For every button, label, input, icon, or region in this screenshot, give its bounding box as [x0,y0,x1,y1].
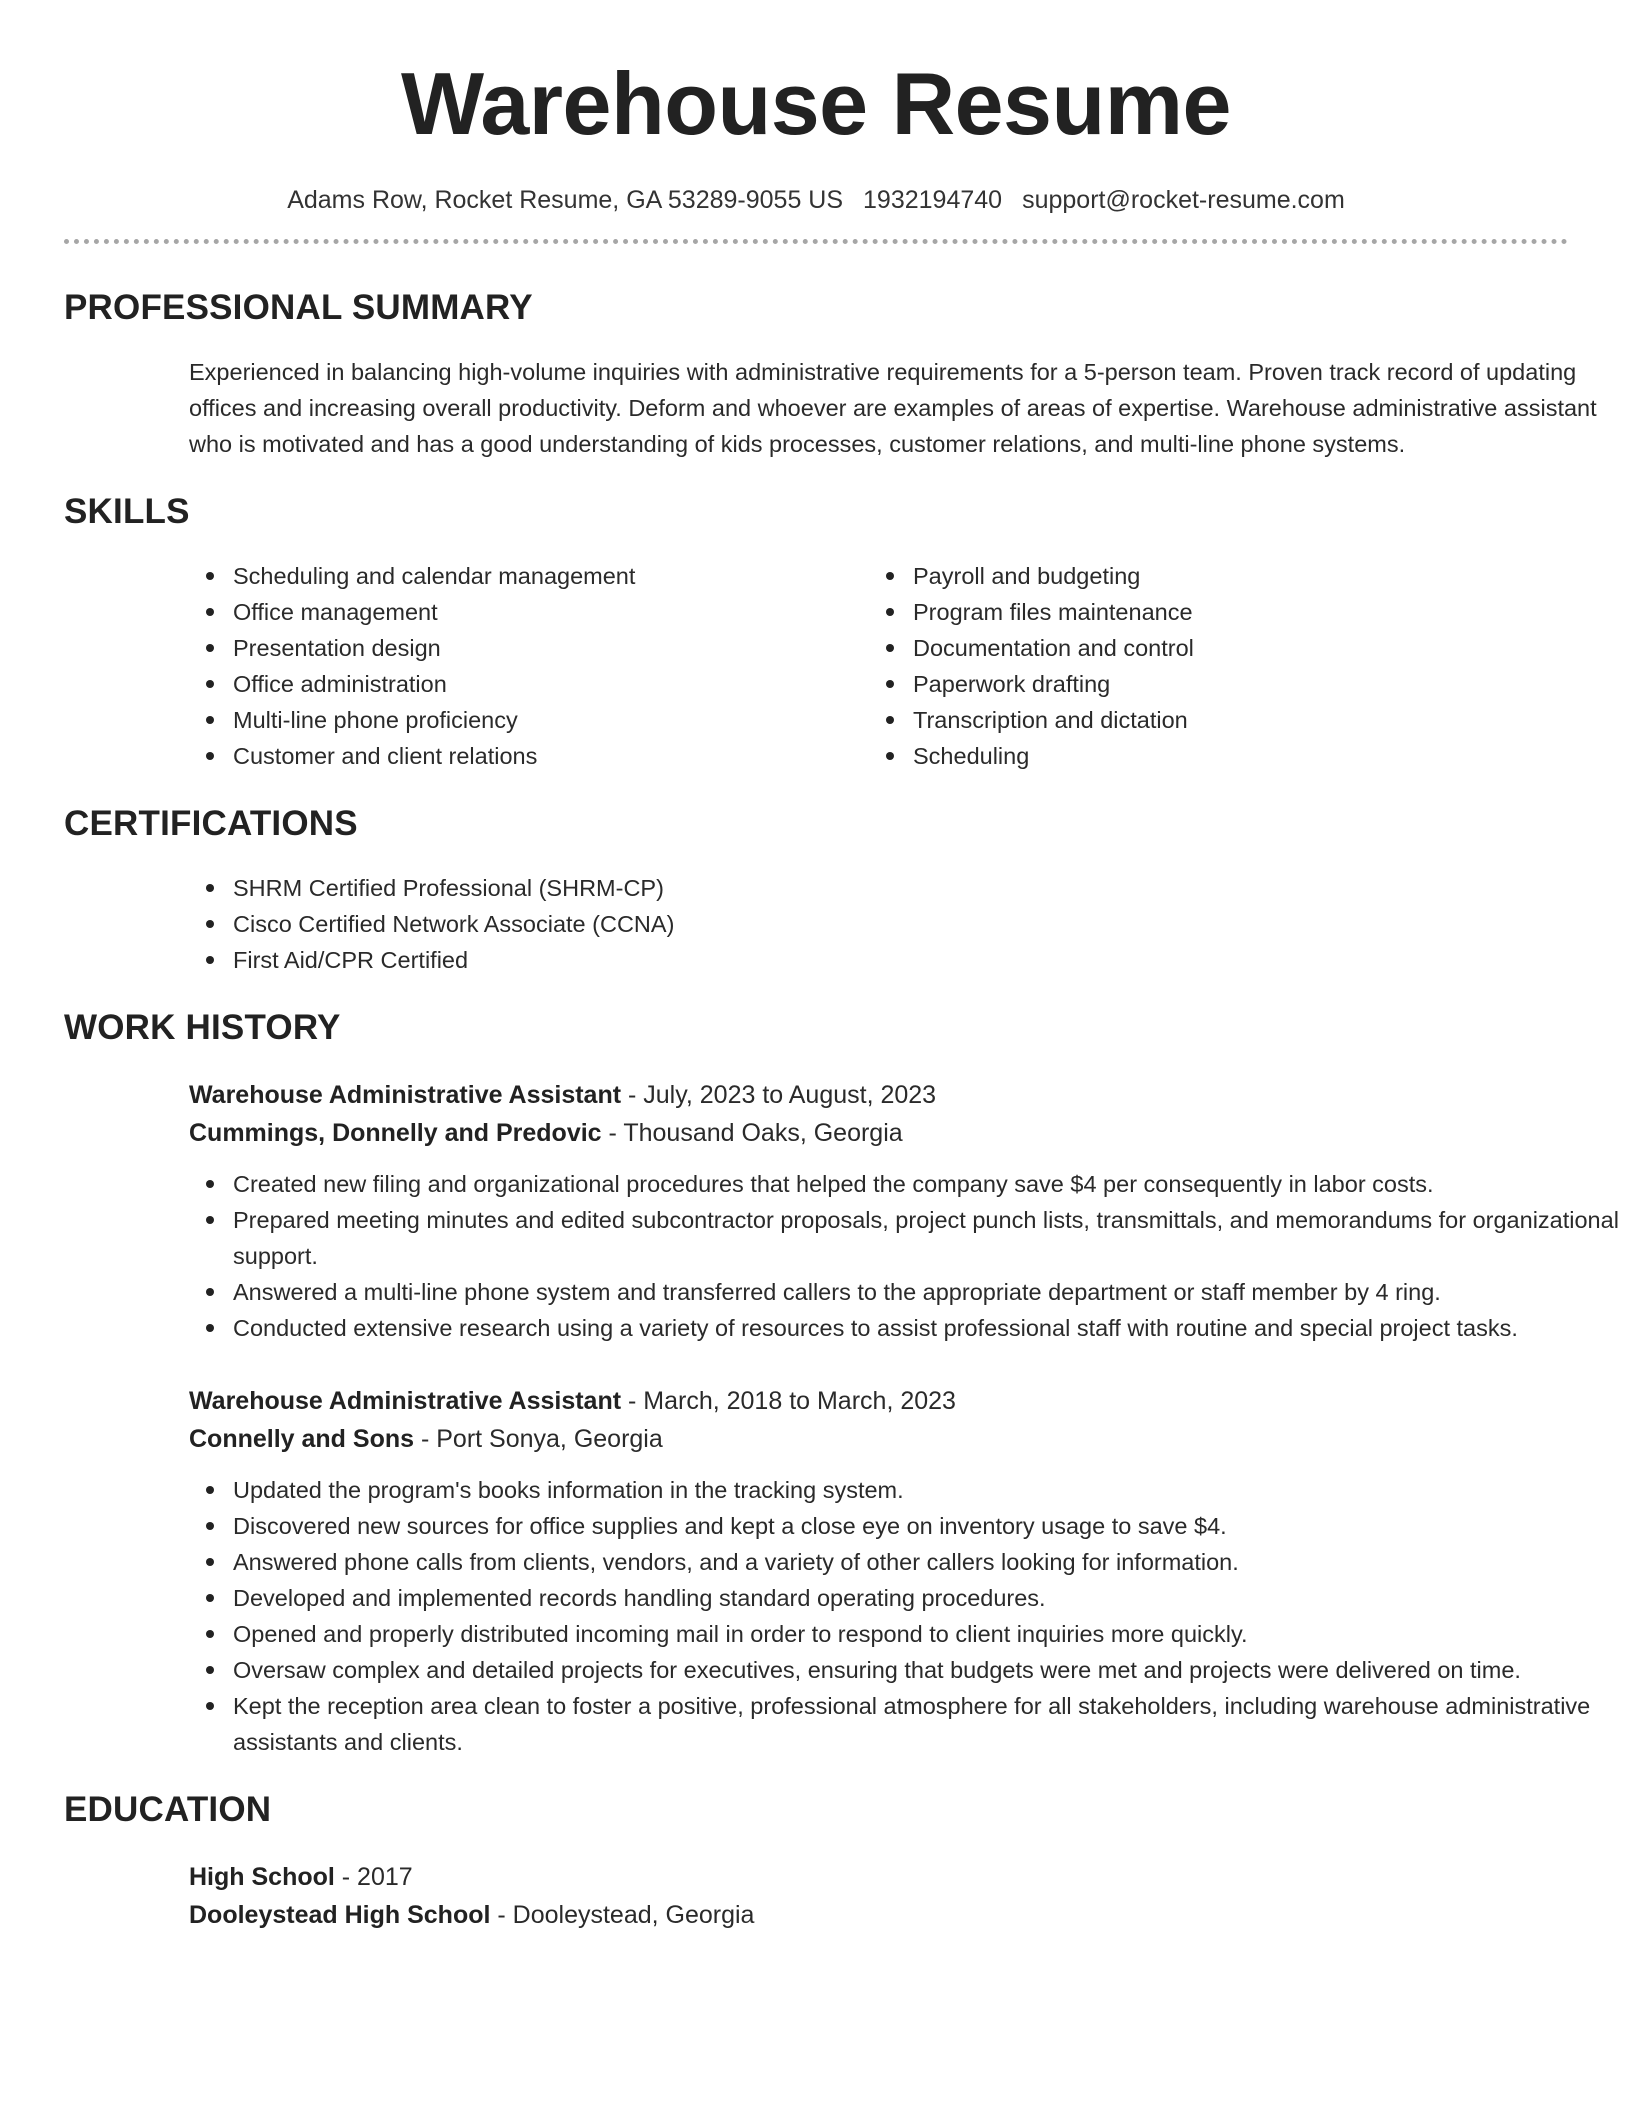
contact-phone: 1932194740 [863,186,1003,214]
education-entry [189,1858,1568,1934]
job-bullet: Conducted extensive research using a variety of resources to assist professional staff with routine and special project tasks. [189,1310,1629,1346]
job-bullet: Opened and properly distributed incoming mail in order to respond to client inquiries more quickly. [189,1616,1629,1652]
skill-item: Customer and client relations [189,738,869,774]
job-role: Warehouse Administrative Assistant [189,1081,622,1109]
education-school: Dooleystead High School [189,1901,491,1929]
contact-email: support@rocket-resume.com [1022,186,1345,214]
job-dates: - March, 2018 to March, 2023 [621,1387,956,1415]
education-degree: High School [189,1863,335,1891]
professional-summary-section [64,288,1597,462]
section-title-skills: SKILLS [64,492,190,531]
job-company: Connelly and Sons [189,1425,415,1453]
certification-item: SHRM Certified Professional (SHRM-CP) [189,870,1568,906]
resume-title: Warehouse Resume [401,54,1231,153]
job-bullet: Updated the program's books information in the tracking system. [189,1472,1629,1508]
job-bullet: Developed and implemented records handling standard operating procedures. [189,1580,1629,1616]
skill-item: Payroll and budgeting [869,558,1549,594]
skill-item: Paperwork drafting [869,666,1549,702]
education-year: - 2017 [334,1863,413,1891]
education-degree-line [189,1858,1568,1896]
skill-item: Scheduling [869,738,1549,774]
job-bullet: Prepared meeting minutes and edited subcontractor proposals, project punch lists, transmittals, and memorandums for organizational support. [189,1202,1629,1274]
job-bullet: Kept the reception area clean to foster a positive, professional atmosphere for all stakeholders, including warehouse administrative assistants and clients. [189,1688,1629,1760]
skills-columns [189,558,1568,774]
job-dates: - July, 2023 to August, 2023 [621,1081,937,1109]
job-entry [189,1382,1591,1760]
certification-item: First Aid/CPR Certified [189,942,1568,978]
skill-item: Documentation and control [869,630,1549,666]
skills-list-right [869,558,1549,774]
section-title-summary: PROFESSIONAL SUMMARY [64,288,533,327]
job-company: Cummings, Donnelly and Predovic [189,1119,602,1147]
job-bullet: Discovered new sources for office supplies and kept a close eye on inventory usage to save $4. [189,1508,1629,1544]
skill-item: Office administration [189,666,869,702]
certification-item: Cisco Certified Network Associate (CCNA) [189,906,1568,942]
job-company-line [189,1420,1568,1458]
job-location: - Port Sonya, Georgia [414,1425,663,1453]
skills-list-left [189,558,869,774]
job-entry [189,1076,1619,1346]
job-bullet: Created new filing and organizational procedures that helped the company save $4 per consequently in labor costs. [189,1166,1629,1202]
job-location: - Thousand Oaks, Georgia [601,1119,903,1147]
skills-section [64,492,1568,774]
certifications-list [189,870,1568,978]
certifications-section [64,804,1568,978]
job-company-line [189,1114,1568,1152]
job-role-line [189,1076,1568,1114]
job-bullet: Answered a multi-line phone system and transferred callers to the appropriate department or staff member by 4 ring. [189,1274,1629,1310]
skill-item: Multi-line phone proficiency [189,702,869,738]
job-bullets [189,1166,1629,1346]
skill-item: Office management [189,594,869,630]
education-section [64,1790,1568,1934]
job-bullet: Oversaw complex and detailed projects for executives, ensuring that budgets were met and projects were delivered on time. [189,1652,1629,1688]
work-history-section [64,1008,1619,1760]
education-school-line [189,1896,1568,1934]
job-bullet: Answered phone calls from clients, vendors, and a variety of other callers looking for information. [189,1544,1629,1580]
job-role: Warehouse Administrative Assistant [189,1387,622,1415]
section-title-certifications: CERTIFICATIONS [64,804,358,843]
contact-line [64,186,1568,215]
job-bullets [189,1472,1629,1760]
job-role-line [189,1382,1568,1420]
section-title-education: EDUCATION [64,1790,272,1829]
skill-item: Scheduling and calendar management [189,558,869,594]
skill-item: Program files maintenance [869,594,1549,630]
skill-item: Presentation design [189,630,869,666]
summary-text: Experienced in balancing high-volume inquiries with administrative requirements for a 5-person team. Proven track record of updating offices and increasing overall productivity. Deform and whoever are examples of areas of expertise. Warehouse administrative assistant who is motivated and has a good understanding of kids processes, customer relations, and multi-line phone systems. [189,359,1597,457]
section-title-work: WORK HISTORY [64,1008,341,1047]
contact-address: Adams Row, Rocket Resume, GA 53289-9055 US [287,186,844,214]
education-location: - Dooleystead, Georgia [490,1901,755,1929]
header-divider [64,239,1568,244]
skill-item: Transcription and dictation [869,702,1549,738]
